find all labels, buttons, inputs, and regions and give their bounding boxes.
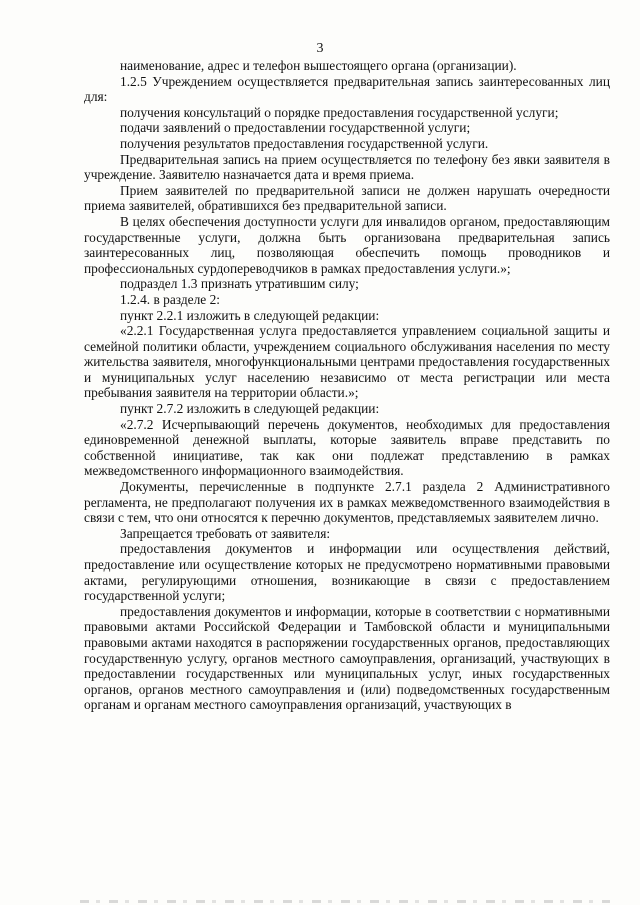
paragraph: Запрещается требовать от заявителя:	[120, 525, 331, 541]
scan-artifact	[80, 900, 610, 903]
paragraph: получения результатов предоставления государственной услуги.	[120, 135, 489, 151]
paragraph: пункт 2.2.1 изложить в следующей редакции:	[120, 307, 380, 323]
paragraph: «2.2.1 Государственная услуга предоставляется управлением социальной защиты и семейной политики области, учреждением социального обслуживания населения по месту жительства заявителя, многофункциональными центрами предоставления государственных и муниципальных услуг населению независимо от места регистрации или места пребывания заявителя на территории области.»;	[84, 323, 610, 401]
paragraph: Документы, перечисленные в подпункте 2.7.1 раздела 2 Административного регламента, не предполагают получения их в рамках межведомственного взаимодействия в связи с тем, что они относятся к перечню документов, представляемых заявителем лично.	[84, 479, 610, 526]
paragraph: предоставления документов и информации или осуществления действий, предоставление или осуществление которых не предусмотрено нормативными правовыми актами, регулирующими отношения, возникающие в связи с предоставлением государственной услуги;	[84, 541, 610, 604]
paragraph: наименование, адрес и телефон вышестоящего органа (организации).	[120, 58, 517, 73]
paragraph: подачи заявлений о предоставлении государственной услуги;	[120, 120, 471, 136]
paragraph: 1.2.4. в разделе 2:	[120, 291, 220, 307]
paragraph: пункт 2.7.2 изложить в следующей редакции:	[120, 401, 380, 417]
paragraph: подраздел 1.3 признать утратившим силу;	[120, 276, 359, 292]
paragraph: получения консультаций о порядке предоставления государственной услуги;	[120, 104, 559, 120]
paragraph: В целях обеспечения доступности услуги для инвалидов органом, предоставляющим государственные услуги, должна быть организована предварительная запись заинтересованных лиц, позволяющая обеспечить помощь проводников и профессиональных сурдопереводчиков в рамках предоставления услуги.»;	[84, 213, 610, 276]
paragraph: предоставления документов и информации, которые в соответствии с нормативными правовыми актами Российской Федерации и Тамбовской области и муниципальными правовыми актами находятся в распоряжении государственных органов, предоставляющих государственную услугу, органов местного самоуправления, организаций, участвующих в предоставлении государственных или муниципальных услуг, иных государственных органов, органов местного самоуправления и (или) подведомственных государственным органам и органам местного самоуправления организаций, участвующих в	[84, 603, 610, 713]
page-number: 3	[316, 41, 324, 56]
paragraph: «2.7.2 Исчерпывающий перечень документов, необходимых для предоставления единовременной денежной выплаты, которые заявитель вправе представить по собственной инициативе, так как они подлежат представлению в рамках межведомственного информационного взаимодействия.	[84, 416, 610, 479]
paragraph: 1.2.5 Учреждением осуществляется предварительная запись заинтересованных лиц для:	[84, 73, 610, 105]
document-body	[84, 58, 610, 713]
paragraph: Предварительная запись на прием осуществляется по телефону без явки заявителя в учреждение. Заявителю назначается дата и время приема.	[84, 151, 610, 183]
paragraph: Прием заявителей по предварительной записи не должен нарушать очередности приема заявителей, обратившихся без предварительной записи.	[84, 182, 610, 214]
